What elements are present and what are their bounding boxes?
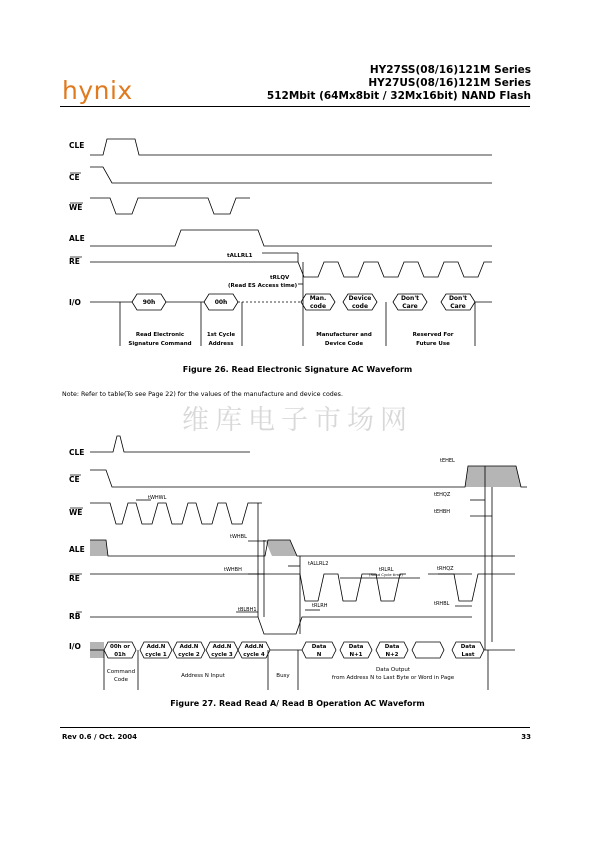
fig26-io-man-code: code bbox=[309, 303, 327, 310]
fig27-twhwl: tWHWL bbox=[148, 495, 167, 501]
fig27-signal-cle: CLE bbox=[69, 448, 85, 457]
fig26-io-dont-care-2: Don't bbox=[448, 295, 468, 302]
fig26-label-1st-cycle: 1st Cycle bbox=[206, 332, 236, 338]
fig26-io-dont-care-1: Don't bbox=[400, 295, 420, 302]
figure-26-caption: Figure 26. Read Electronic Signature AC Waveform bbox=[182, 365, 413, 374]
fig26-label-read-es: Read Electronic bbox=[135, 332, 185, 338]
fig27-io-add4: Add.N bbox=[244, 644, 264, 650]
fig26-io-90h: 90h bbox=[142, 299, 156, 306]
footer-revision: Rev 0.6 / Oct. 2004 bbox=[62, 733, 137, 741]
hynix-logo: hynix bbox=[62, 76, 133, 105]
header-series-2: HY27US(08/16)121M Series bbox=[368, 77, 531, 89]
fig27-tblbh1: tBLBH1 bbox=[238, 607, 257, 613]
fig26-label-manufacturer: Manufacturer and bbox=[316, 332, 372, 338]
fig27-io-add3-cycle: cycle 3 bbox=[211, 652, 233, 658]
fig27-io-data-n1-sub: N+1 bbox=[349, 652, 363, 658]
fig27-tehqz: tEHQZ bbox=[434, 492, 451, 498]
fig27-io-cmd-1: 00h or bbox=[110, 644, 130, 650]
fig27-tallrl2: tALLRL2 bbox=[308, 561, 329, 567]
fig26-label-device-code: Device Code bbox=[324, 341, 364, 347]
fig26-label-reserved: Reserved For bbox=[412, 332, 454, 338]
fig26-tallrl1: tALLRL1 bbox=[227, 253, 253, 259]
fig27-trlrl-note: (Read Cycle time) bbox=[369, 572, 403, 577]
fig27-label-busy: Busy bbox=[276, 673, 290, 679]
fig27-io-data-n2: Data bbox=[384, 644, 400, 650]
fig27-label-command: Command bbox=[106, 669, 136, 675]
watermark: 维库电子市场网 bbox=[182, 405, 413, 436]
fig27-signal-ce: CE bbox=[69, 475, 80, 484]
fig26-signal-re: RE bbox=[69, 257, 80, 266]
fig27-io-data-last: Data bbox=[460, 644, 476, 650]
fig27-trlrl: tRLRL bbox=[379, 567, 394, 573]
footer-rule bbox=[60, 727, 530, 728]
fig27-io-data-n1: Data bbox=[348, 644, 364, 650]
fig27-twhbh: tWHBH bbox=[224, 567, 242, 573]
fig27-tehel: tEHEL bbox=[440, 458, 455, 464]
fig27-io-add1-cycle: cycle 1 bbox=[145, 652, 167, 658]
figure-27-waveform bbox=[0, 425, 595, 690]
fig27-io-add1: Add.N bbox=[146, 644, 166, 650]
fig27-signal-rb: RB bbox=[69, 612, 81, 621]
fig26-label-future-use: Future Use bbox=[416, 341, 450, 347]
fig27-io-data-n2-sub: N+2 bbox=[385, 652, 399, 658]
fig27-io-data-n: Data bbox=[311, 644, 327, 650]
fig26-label-address: Address bbox=[208, 341, 234, 347]
fig27-tehbh: tEHBH bbox=[434, 509, 451, 515]
fig27-io-data-last-sub: Last bbox=[461, 652, 475, 658]
figure-27-caption: Figure 27. Read Read A/ Read B Operation AC Waveform bbox=[170, 699, 425, 708]
fig27-label-data-output: Data Output bbox=[376, 667, 410, 673]
fig26-trlqv-note: (Read ES Access time) bbox=[228, 283, 298, 289]
fig27-trhqz: tRHQZ bbox=[437, 566, 454, 572]
fig27-io-cmd-2: 01h bbox=[114, 652, 126, 658]
fig26-io-device-code: code bbox=[351, 303, 369, 310]
header-title: 512Mbit (64Mx8bit / 32Mx16bit) NAND Flash bbox=[266, 90, 531, 102]
figure-26-waveform bbox=[0, 120, 595, 360]
fig27-label-address-input: Address N Input bbox=[181, 673, 225, 679]
fig26-signal-ale: ALE bbox=[69, 234, 85, 243]
fig27-label-code: Code bbox=[113, 677, 129, 683]
fig27-io-add2: Add.N bbox=[179, 644, 199, 650]
fig27-signal-re: RE bbox=[69, 574, 80, 583]
header-series-1: HY27SS(08/16)121M Series bbox=[369, 64, 531, 76]
fig26-io-man: Man. bbox=[309, 295, 327, 302]
footnote: Note: Refer to table(To see Page 22) for the values of the manufacture and device codes. bbox=[62, 391, 343, 398]
fig27-trlrh: tRLRH bbox=[312, 603, 328, 609]
fig27-label-data-range: from Address N to Last Byte or Word in Page bbox=[331, 675, 455, 681]
fig26-label-signature-cmd: Signature Command bbox=[128, 341, 192, 347]
fig27-signal-io: I/O bbox=[69, 642, 81, 651]
fig27-signal-we: WE bbox=[69, 508, 83, 517]
fig26-io-care-1: Care bbox=[402, 303, 418, 310]
fig27-twhbl: tWHBL bbox=[230, 534, 247, 540]
fig27-io-add3: Add.N bbox=[212, 644, 232, 650]
fig26-signal-cle: CLE bbox=[69, 141, 85, 150]
page-number: 33 bbox=[521, 733, 531, 741]
fig26-signal-we: WE bbox=[69, 203, 83, 212]
header-rule bbox=[60, 106, 530, 107]
fig27-io-data-n-sub: N bbox=[316, 652, 322, 658]
fig27-io-add2-cycle: cycle 2 bbox=[178, 652, 200, 658]
fig27-signal-ale: ALE bbox=[69, 545, 85, 554]
fig27-io-add4-cycle: cycle 4 bbox=[243, 652, 265, 658]
fig26-io-care-2: Care bbox=[450, 303, 466, 310]
fig26-io-device: Device bbox=[348, 295, 372, 302]
fig26-signal-io: I/O bbox=[69, 298, 81, 307]
fig26-signal-ce: CE bbox=[69, 173, 80, 182]
fig26-trlqv: tRLQV bbox=[270, 275, 290, 281]
fig26-io-00h: 00h bbox=[214, 299, 228, 306]
fig27-trhbl: tRHBL bbox=[434, 601, 450, 607]
